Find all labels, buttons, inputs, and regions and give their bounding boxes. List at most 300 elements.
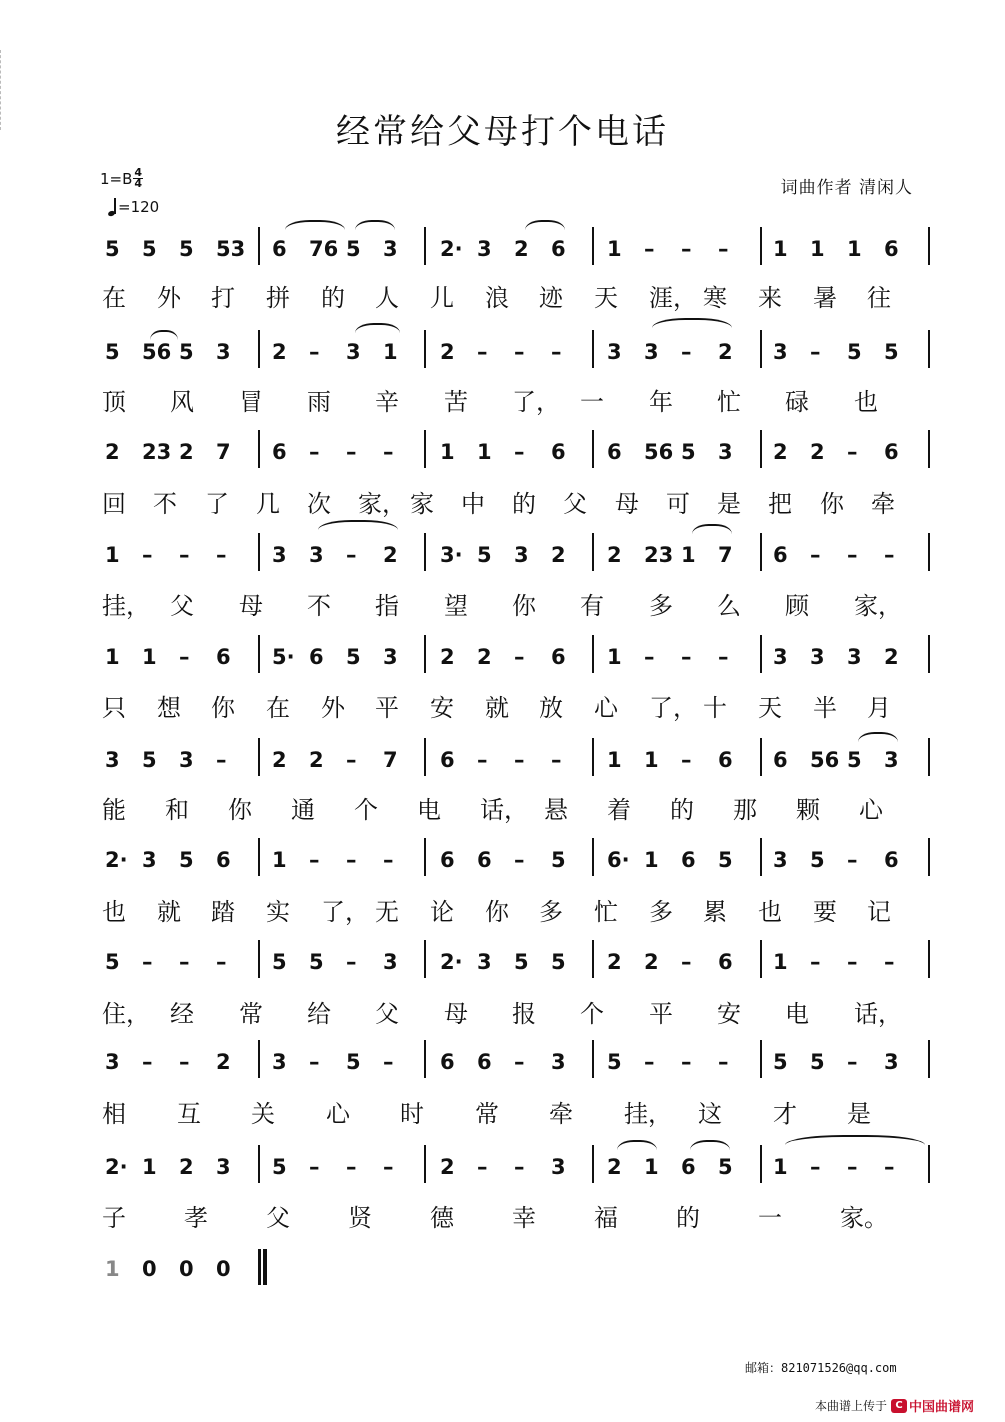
tempo-marking (106, 198, 159, 216)
note: – (551, 340, 562, 364)
note: – (309, 1155, 320, 1179)
note: 5 (718, 848, 733, 872)
note: 6 (681, 1155, 696, 1179)
bar-line (258, 838, 260, 876)
note: – (383, 848, 394, 872)
note: 5 (179, 848, 194, 872)
lyric-syllable: 年 (649, 388, 673, 416)
lyric-syllable: 不 (307, 592, 331, 620)
note: – (514, 440, 525, 464)
lyric-syllable: 父 (563, 490, 587, 518)
bar-line (424, 1145, 426, 1183)
note: – (142, 1050, 153, 1074)
bar-line (760, 330, 762, 368)
lyric-syllable: 了， (649, 694, 697, 722)
lyric-syllable: 苦 (444, 388, 468, 416)
lyric-syllable: 的 (321, 284, 345, 312)
lyric-syllable: 平 (649, 1000, 673, 1028)
lyric-syllable: 相 (102, 1100, 126, 1128)
note: – (847, 1155, 858, 1179)
lyric-syllable: 电 (417, 796, 441, 824)
note: – (644, 645, 655, 669)
note: – (681, 340, 692, 364)
note: 3 (644, 340, 659, 364)
bar-line (592, 940, 594, 978)
bar-line (928, 940, 930, 978)
note: 6· (607, 848, 630, 872)
note: – (179, 950, 190, 974)
note: – (514, 645, 525, 669)
note: 6 (884, 848, 899, 872)
note: 2 (773, 440, 788, 464)
note: 3 (477, 237, 492, 261)
lyric-syllable: 平 (375, 694, 399, 722)
bar-line (424, 227, 426, 265)
note: – (514, 1155, 525, 1179)
lyric-syllable: 外 (157, 284, 181, 312)
lyric-syllable: 报 (512, 1000, 536, 1028)
lyric-syllable: 常 (475, 1100, 499, 1128)
quarter-note-icon (106, 198, 116, 216)
note: – (847, 950, 858, 974)
bar-line (258, 1040, 260, 1078)
lyric-syllable: 关 (251, 1100, 275, 1128)
note: 3 (216, 1155, 231, 1179)
note: 56 (142, 340, 172, 364)
lyric-syllable: 要 (813, 898, 837, 926)
note: 1 (105, 1257, 120, 1281)
note: 76 (309, 237, 339, 261)
note: 2 (440, 340, 455, 364)
bar-line (760, 1040, 762, 1078)
note: – (847, 848, 858, 872)
lyric-syllable: 互 (177, 1100, 201, 1128)
notes-row-final (0, 1257, 1005, 1287)
note: – (644, 237, 655, 261)
notes-row (0, 950, 1005, 980)
slur (652, 318, 732, 328)
lyric-syllable: 迹 (539, 284, 563, 312)
note: – (477, 1155, 488, 1179)
bar-line (592, 533, 594, 571)
lyric-syllable: 儿 (430, 284, 454, 312)
lyric-syllable: 往 (867, 284, 891, 312)
note: 5 (884, 340, 899, 364)
bar-line (424, 838, 426, 876)
lyric-syllable: 浪 (485, 284, 509, 312)
note: 1 (383, 340, 398, 364)
notes-row (0, 645, 1005, 675)
lyric-syllable: 个 (354, 796, 378, 824)
lyric-syllable: 外 (321, 694, 345, 722)
note: 5 (142, 237, 157, 261)
note: 6 (551, 645, 566, 669)
note: 1 (607, 237, 622, 261)
note: – (477, 340, 488, 364)
notes-row (0, 340, 1005, 370)
note: – (179, 1050, 190, 1074)
note: 3 (884, 1050, 899, 1074)
note: 2 (810, 440, 825, 464)
note: – (810, 950, 821, 974)
lyric-syllable: 放 (539, 694, 563, 722)
note: 3 (105, 1050, 120, 1074)
lyric-syllable: 着 (607, 796, 631, 824)
bar-line (928, 227, 930, 265)
note: 3 (383, 645, 398, 669)
note: 3 (810, 645, 825, 669)
lyric-syllable: 忙 (717, 388, 741, 416)
time-den: 4 (134, 177, 143, 190)
note: 1 (607, 645, 622, 669)
lyric-syllable: 顾 (785, 592, 809, 620)
bar-line (592, 635, 594, 673)
note: 1 (272, 848, 287, 872)
note: 5 (810, 1050, 825, 1074)
note: – (309, 1050, 320, 1074)
note: 1 (644, 748, 659, 772)
bar-line (760, 533, 762, 571)
lyric-syllable: 悬 (544, 796, 568, 824)
slur (285, 220, 345, 230)
lyric-syllable: 家， (854, 592, 902, 620)
note: 5 (346, 237, 361, 261)
lyric-syllable: 就 (485, 694, 509, 722)
note: – (718, 645, 729, 669)
lyric-syllable: 寒 (703, 284, 727, 312)
time-signature (133, 168, 143, 189)
site-name: 中国曲谱网 (909, 1400, 975, 1415)
lyric-syllable: 个 (580, 1000, 604, 1028)
note: 2 (272, 340, 287, 364)
lyric-syllable: 冒 (239, 388, 263, 416)
note: 0 (216, 1257, 231, 1281)
lyric-syllable: 你 (820, 490, 844, 518)
lyric-syllable: 雨 (307, 388, 331, 416)
lyric-syllable: 是 (717, 490, 741, 518)
note: 5 (810, 848, 825, 872)
note: 1 (105, 645, 120, 669)
lyric-syllable: 心 (594, 694, 618, 722)
note: 6 (272, 237, 287, 261)
email-footer: 邮箱：821071526@qq.com (745, 1361, 897, 1375)
lyric-syllable: 来 (758, 284, 782, 312)
lyric-syllable: 想 (157, 694, 181, 722)
note: – (847, 1050, 858, 1074)
lyric-syllable: 回 (102, 490, 126, 518)
note: 5 (718, 1155, 733, 1179)
bar-line (760, 838, 762, 876)
note: 1 (644, 848, 659, 872)
lyric-syllable: 碌 (785, 388, 809, 416)
lyric-syllable: 暑 (813, 284, 837, 312)
note: 2· (440, 237, 463, 261)
lyric-syllable: 德 (430, 1204, 454, 1232)
note: 5 (309, 950, 324, 974)
note: 6 (440, 748, 455, 772)
lyric-syllable: 你 (512, 592, 536, 620)
note: – (718, 237, 729, 261)
note: – (346, 543, 357, 567)
note: 6 (551, 440, 566, 464)
note: 2 (607, 543, 622, 567)
slur (318, 520, 398, 530)
lyric-syllable: 话， (854, 1000, 902, 1028)
note: – (514, 848, 525, 872)
note: 3 (142, 848, 157, 872)
bar-line (760, 635, 762, 673)
note: 2 (607, 950, 622, 974)
bar-line (424, 1040, 426, 1078)
note: 5 (346, 1050, 361, 1074)
note: 2 (383, 543, 398, 567)
note: – (718, 1050, 729, 1074)
bar-line (258, 227, 260, 265)
note: – (346, 748, 357, 772)
lyric-syllable: 天 (594, 284, 618, 312)
note: – (179, 543, 190, 567)
note: – (309, 440, 320, 464)
bar-line (760, 430, 762, 468)
note: 2 (179, 1155, 194, 1179)
site-logo (891, 1396, 974, 1415)
song-title: 经常给父母打个电话 (336, 112, 669, 152)
lyric-syllable: 父 (375, 1000, 399, 1028)
lyric-syllable: 忙 (594, 898, 618, 926)
lyric-syllable: 常 (239, 1000, 263, 1028)
time-num: 4 (134, 166, 143, 179)
note: – (346, 950, 357, 974)
note: 3 (272, 1050, 287, 1074)
note: 3 (551, 1050, 566, 1074)
bar-line (760, 940, 762, 978)
lyric-syllable: 才 (773, 1100, 797, 1128)
slur (690, 1140, 730, 1150)
lyric-syllable: 也 (758, 898, 782, 926)
upload-text: 本曲谱上传于 (815, 1399, 888, 1413)
notes-row (0, 748, 1005, 778)
slur (355, 323, 400, 333)
note: 2 (607, 1155, 622, 1179)
note: 3 (216, 340, 231, 364)
note: 5 (847, 340, 862, 364)
note: 1 (607, 748, 622, 772)
note: – (383, 1155, 394, 1179)
lyric-syllable: 了， (512, 388, 560, 416)
note: – (346, 440, 357, 464)
lyric-syllable: 十 (703, 694, 727, 722)
note: 3 (383, 237, 398, 261)
note: 6 (272, 440, 287, 464)
note: 3 (718, 440, 733, 464)
lyric-syllable: 就 (157, 898, 181, 926)
lyric-syllable: 心 (326, 1100, 350, 1128)
note: 3 (105, 748, 120, 772)
note: 1 (440, 440, 455, 464)
note: 5 (105, 950, 120, 974)
note: 6 (773, 543, 788, 567)
note: 1 (810, 237, 825, 261)
note: 3 (309, 543, 324, 567)
lyric-syllable: 子 (102, 1204, 126, 1232)
note: 3 (607, 340, 622, 364)
bar-line (928, 1145, 930, 1183)
bar-line (592, 1145, 594, 1183)
bar-line (424, 430, 426, 468)
note: 7 (216, 440, 231, 464)
note: – (216, 543, 227, 567)
note: 6 (477, 1050, 492, 1074)
lyric-syllable: 父 (170, 592, 194, 620)
note: 2 (440, 1155, 455, 1179)
lyric-syllable: 半 (813, 694, 837, 722)
lyric-syllable: 颗 (796, 796, 820, 824)
note: 2· (440, 950, 463, 974)
note: 5 (179, 340, 194, 364)
note: 6 (440, 1050, 455, 1074)
lyric-syllable: 只 (102, 694, 126, 722)
note: 5 (346, 645, 361, 669)
lyric-syllable: 的 (512, 490, 536, 518)
note: – (514, 340, 525, 364)
note: 2 (551, 543, 566, 567)
note: 5 (105, 340, 120, 364)
lyric-syllable: 那 (733, 796, 757, 824)
lyric-syllable: 一 (580, 388, 604, 416)
note: 0 (142, 1257, 157, 1281)
note: 6 (551, 237, 566, 261)
note: – (383, 440, 394, 464)
note: – (309, 848, 320, 872)
lyric-syllable: 顶 (102, 388, 126, 416)
lyric-syllable: 安 (430, 694, 454, 722)
note: 2 (272, 748, 287, 772)
upload-footer (815, 1396, 974, 1415)
note: 5 (607, 1050, 622, 1074)
bar-line (424, 940, 426, 978)
lyric-syllable: 电 (785, 1000, 809, 1028)
lyric-syllable: 有 (580, 592, 604, 620)
note: 6 (718, 950, 733, 974)
lyric-syllable: 母 (239, 592, 263, 620)
lyric-syllable: 实 (266, 898, 290, 926)
note: – (514, 1050, 525, 1074)
note: – (216, 950, 227, 974)
final-barline-thick (263, 1249, 267, 1285)
note: 1 (773, 950, 788, 974)
note: 3 (179, 748, 194, 772)
note: – (810, 543, 821, 567)
bar-line (928, 430, 930, 468)
bar-line (258, 738, 260, 776)
note: 6 (681, 848, 696, 872)
lyric-syllable: 望 (444, 592, 468, 620)
lyric-syllable: 你 (211, 694, 235, 722)
bar-line (928, 738, 930, 776)
lyric-syllable: 把 (768, 490, 792, 518)
bar-line (760, 1145, 762, 1183)
lyric-syllable: 牵 (549, 1100, 573, 1128)
bar-line (424, 635, 426, 673)
slur (858, 732, 898, 742)
bar-line (424, 533, 426, 571)
lyric-syllable: 累 (703, 898, 727, 926)
lyric-syllable: 打 (211, 284, 235, 312)
notes-row (0, 237, 1005, 267)
lyric-syllable: 幸 (512, 1204, 536, 1232)
bar-line (592, 330, 594, 368)
lyric-syllable: 孝 (184, 1204, 208, 1232)
lyric-syllable: 福 (594, 1204, 618, 1232)
lyric-syllable: 多 (539, 898, 563, 926)
note: – (810, 1155, 821, 1179)
note: – (681, 1050, 692, 1074)
note: 5 (551, 950, 566, 974)
bar-line (928, 330, 930, 368)
note: – (346, 1155, 357, 1179)
tempo-value: =120 (118, 198, 160, 216)
note: – (142, 950, 153, 974)
bar-line (592, 227, 594, 265)
note: 2 (309, 748, 324, 772)
lyric-syllable: 经 (170, 1000, 194, 1028)
lyric-syllable: 家。 (840, 1204, 888, 1232)
lyric-syllable: 通 (291, 796, 315, 824)
bar-line (760, 227, 762, 265)
composer-credit: 词曲作者 清闲人 (780, 178, 913, 198)
lyric-syllable: 是 (847, 1100, 871, 1128)
lyric-syllable: 风 (170, 388, 194, 416)
note: 1 (681, 543, 696, 567)
lyric-syllable: 天 (758, 694, 782, 722)
key-label: 1=B (100, 169, 133, 188)
key-signature (100, 168, 143, 189)
note: 2· (105, 1155, 128, 1179)
note: 1 (773, 237, 788, 261)
slur (617, 1140, 657, 1150)
lyric-syllable: 么 (717, 592, 741, 620)
lyric-syllable: 拼 (266, 284, 290, 312)
note: 2 (105, 440, 120, 464)
note: 3 (884, 748, 899, 772)
note: – (477, 748, 488, 772)
bar-line (258, 533, 260, 571)
note: – (179, 645, 190, 669)
lyric-syllable: 时 (400, 1100, 424, 1128)
lyric-syllable: 你 (485, 898, 509, 926)
note: 3 (514, 543, 529, 567)
lyric-syllable: 这 (698, 1100, 722, 1128)
lyric-syllable: 次 (307, 490, 331, 518)
notes-row (0, 1050, 1005, 1080)
bar-line (424, 330, 426, 368)
lyric-syllable: 在 (102, 284, 126, 312)
lyric-syllable: 指 (375, 592, 399, 620)
note: 5· (272, 645, 295, 669)
notes-row (0, 848, 1005, 878)
note: 56 (644, 440, 674, 464)
note: 3 (551, 1155, 566, 1179)
lyric-syllable: 涯， (649, 284, 697, 312)
lyric-syllable: 月 (867, 694, 891, 722)
lyric-syllable: 不 (153, 490, 177, 518)
lyric-syllable: 给 (307, 1000, 331, 1028)
bar-line (258, 430, 260, 468)
note: 3 (773, 340, 788, 364)
lyric-syllable: 可 (666, 490, 690, 518)
notes-row (0, 1155, 1005, 1185)
lyric-syllable: 牵 (871, 490, 895, 518)
